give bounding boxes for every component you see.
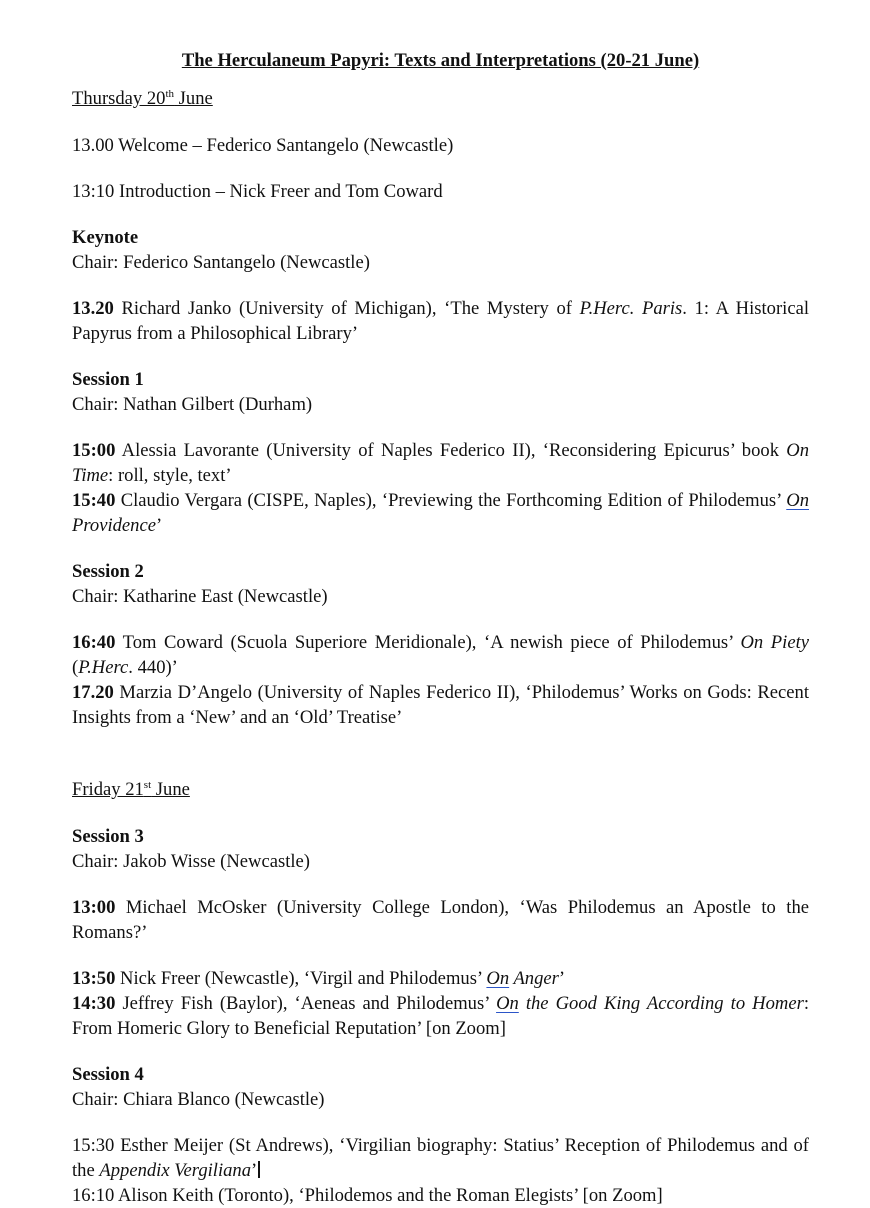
session-4-chair: Chair: Chiara Blanco (Newcastle) — [72, 1089, 325, 1110]
day-heading-superscript: st — [143, 778, 152, 791]
session-1-talk-2 — [72, 488, 809, 538]
welcome-line: 13.00 Welcome – Federico Santangelo (Newcastle) — [72, 135, 454, 156]
page-title: The Herculaneum Papyri: Texts and Interpretations (20-21 June) — [181, 50, 700, 71]
talk-time: 13:00 — [72, 897, 116, 918]
talk-text: Alessia Lavorante (University of Naples Federico II), ‘Reconsidering Epicurus’ book — [115, 440, 787, 461]
programme-page — [72, 48, 809, 1208]
talk-text: Jeffrey Fish (Baylor), ‘Aeneas and Philodemus’ — [115, 993, 497, 1014]
session-1-heading: Session 1 — [72, 369, 144, 390]
talk-italic-underlined: On — [496, 993, 519, 1014]
introduction-line: 13:10 Introduction – Nick Freer and Tom Coward — [72, 181, 443, 202]
talk-text: ’ — [155, 515, 163, 536]
talk-text: . 1: A Historical Papyrus from a Philosophical Library’ — [72, 298, 809, 344]
talk-text: 15:30 Esther Meijer (St Andrews), ‘Virgilian biography: Statius’ Reception of Philodemus and of the — [72, 1135, 809, 1181]
session-2-chair: Chair: Katharine East (Newcastle) — [72, 586, 328, 607]
talk-text: : From Homeric Glory to Beneficial Reputation’ [on Zoom] — [72, 993, 809, 1039]
talk-text: ’ — [251, 1160, 258, 1181]
day-heading-suffix: June — [151, 779, 190, 800]
talk-italic: Appendix Vergiliana — [99, 1160, 252, 1181]
day-heading-text: Thursday 20 — [72, 88, 166, 109]
session-3-heading: Session 3 — [72, 826, 144, 847]
talk-italic: On Piety — [740, 632, 809, 653]
talk-text: Tom Coward (Scuola Superiore Meridionale), ‘A newish piece of Philodemus’ — [115, 632, 741, 653]
session-4-heading: Session 4 — [72, 1064, 144, 1085]
session-4-talk-1 — [72, 1133, 809, 1183]
talk-time: 16:40 — [72, 632, 116, 653]
talk-italic: P.Herc — [78, 657, 129, 678]
session-3-talk-3 — [72, 991, 809, 1041]
talk-time: 15:00 — [72, 440, 116, 461]
talk-italic: Providence — [72, 515, 156, 536]
talk-text: : roll, style, text’ — [108, 465, 232, 486]
talk-text: Marzia D’Angelo (University of Naples Federico II), ‘Philodemus’ Works on Gods: Recent Insights from a ‘New’ and an ‘Old’ Treatise’ — [72, 682, 809, 728]
day-heading-text: Friday 21 — [72, 779, 144, 800]
keynote-talk — [72, 296, 809, 346]
talk-italic: P.Herc. Paris — [579, 298, 683, 319]
day-heading-suffix: June — [174, 88, 213, 109]
session-3-chair: Chair: Jakob Wisse (Newcastle) — [72, 851, 310, 872]
talk-italic: the Good King According to Homer — [518, 993, 804, 1014]
session-3-talk-2 — [72, 966, 809, 991]
talk-italic-underlined: On — [786, 490, 809, 511]
session-1-talk-1 — [72, 438, 809, 488]
keynote-chair: Chair: Federico Santangelo (Newcastle) — [72, 252, 370, 273]
text-cursor — [258, 1161, 260, 1178]
day-heading-superscript: th — [165, 87, 175, 100]
day-heading-thursday — [72, 86, 809, 112]
talk-time: 15:40 — [72, 490, 116, 511]
talk-time: 13.20 — [72, 298, 114, 319]
talk-text: 16:10 Alison Keith (Toronto), ‘Philodemos and the Roman Elegists’ [on Zoom] — [72, 1185, 663, 1206]
talk-time: 14:30 — [72, 993, 116, 1014]
session-2-talk-1 — [72, 630, 809, 680]
talk-text: Claudio Vergara (CISPE, Naples), ‘Previewing the Forthcoming Edition of Philodemus’ — [115, 490, 787, 511]
session-2-talk-2 — [72, 680, 809, 730]
talk-italic: Anger — [509, 968, 559, 989]
talk-text: ’ — [558, 968, 566, 989]
talk-italic: On Time — [72, 440, 809, 486]
keynote-heading: Keynote — [72, 227, 139, 248]
talk-time: 13:50 — [72, 968, 116, 989]
talk-text: ( — [72, 657, 79, 678]
session-4-talk-2 — [72, 1183, 809, 1208]
talk-text: Richard Janko (University of Michigan), ‘The Mystery of — [113, 298, 580, 319]
talk-text: . 440)’ — [128, 657, 178, 678]
session-3-talk-1 — [72, 895, 809, 945]
talk-text: Nick Freer (Newcastle), ‘Virgil and Philodemus’ — [115, 968, 487, 989]
talk-time: 17.20 — [72, 682, 114, 703]
talk-text: Michael McOsker (University College London), ‘Was Philodemus an Apostle to the Romans?’ — [72, 897, 809, 943]
day-heading-friday — [72, 777, 809, 803]
session-2-heading: Session 2 — [72, 561, 144, 582]
talk-italic-underlined: On — [486, 968, 510, 989]
session-1-chair: Chair: Nathan Gilbert (Durham) — [72, 394, 313, 415]
